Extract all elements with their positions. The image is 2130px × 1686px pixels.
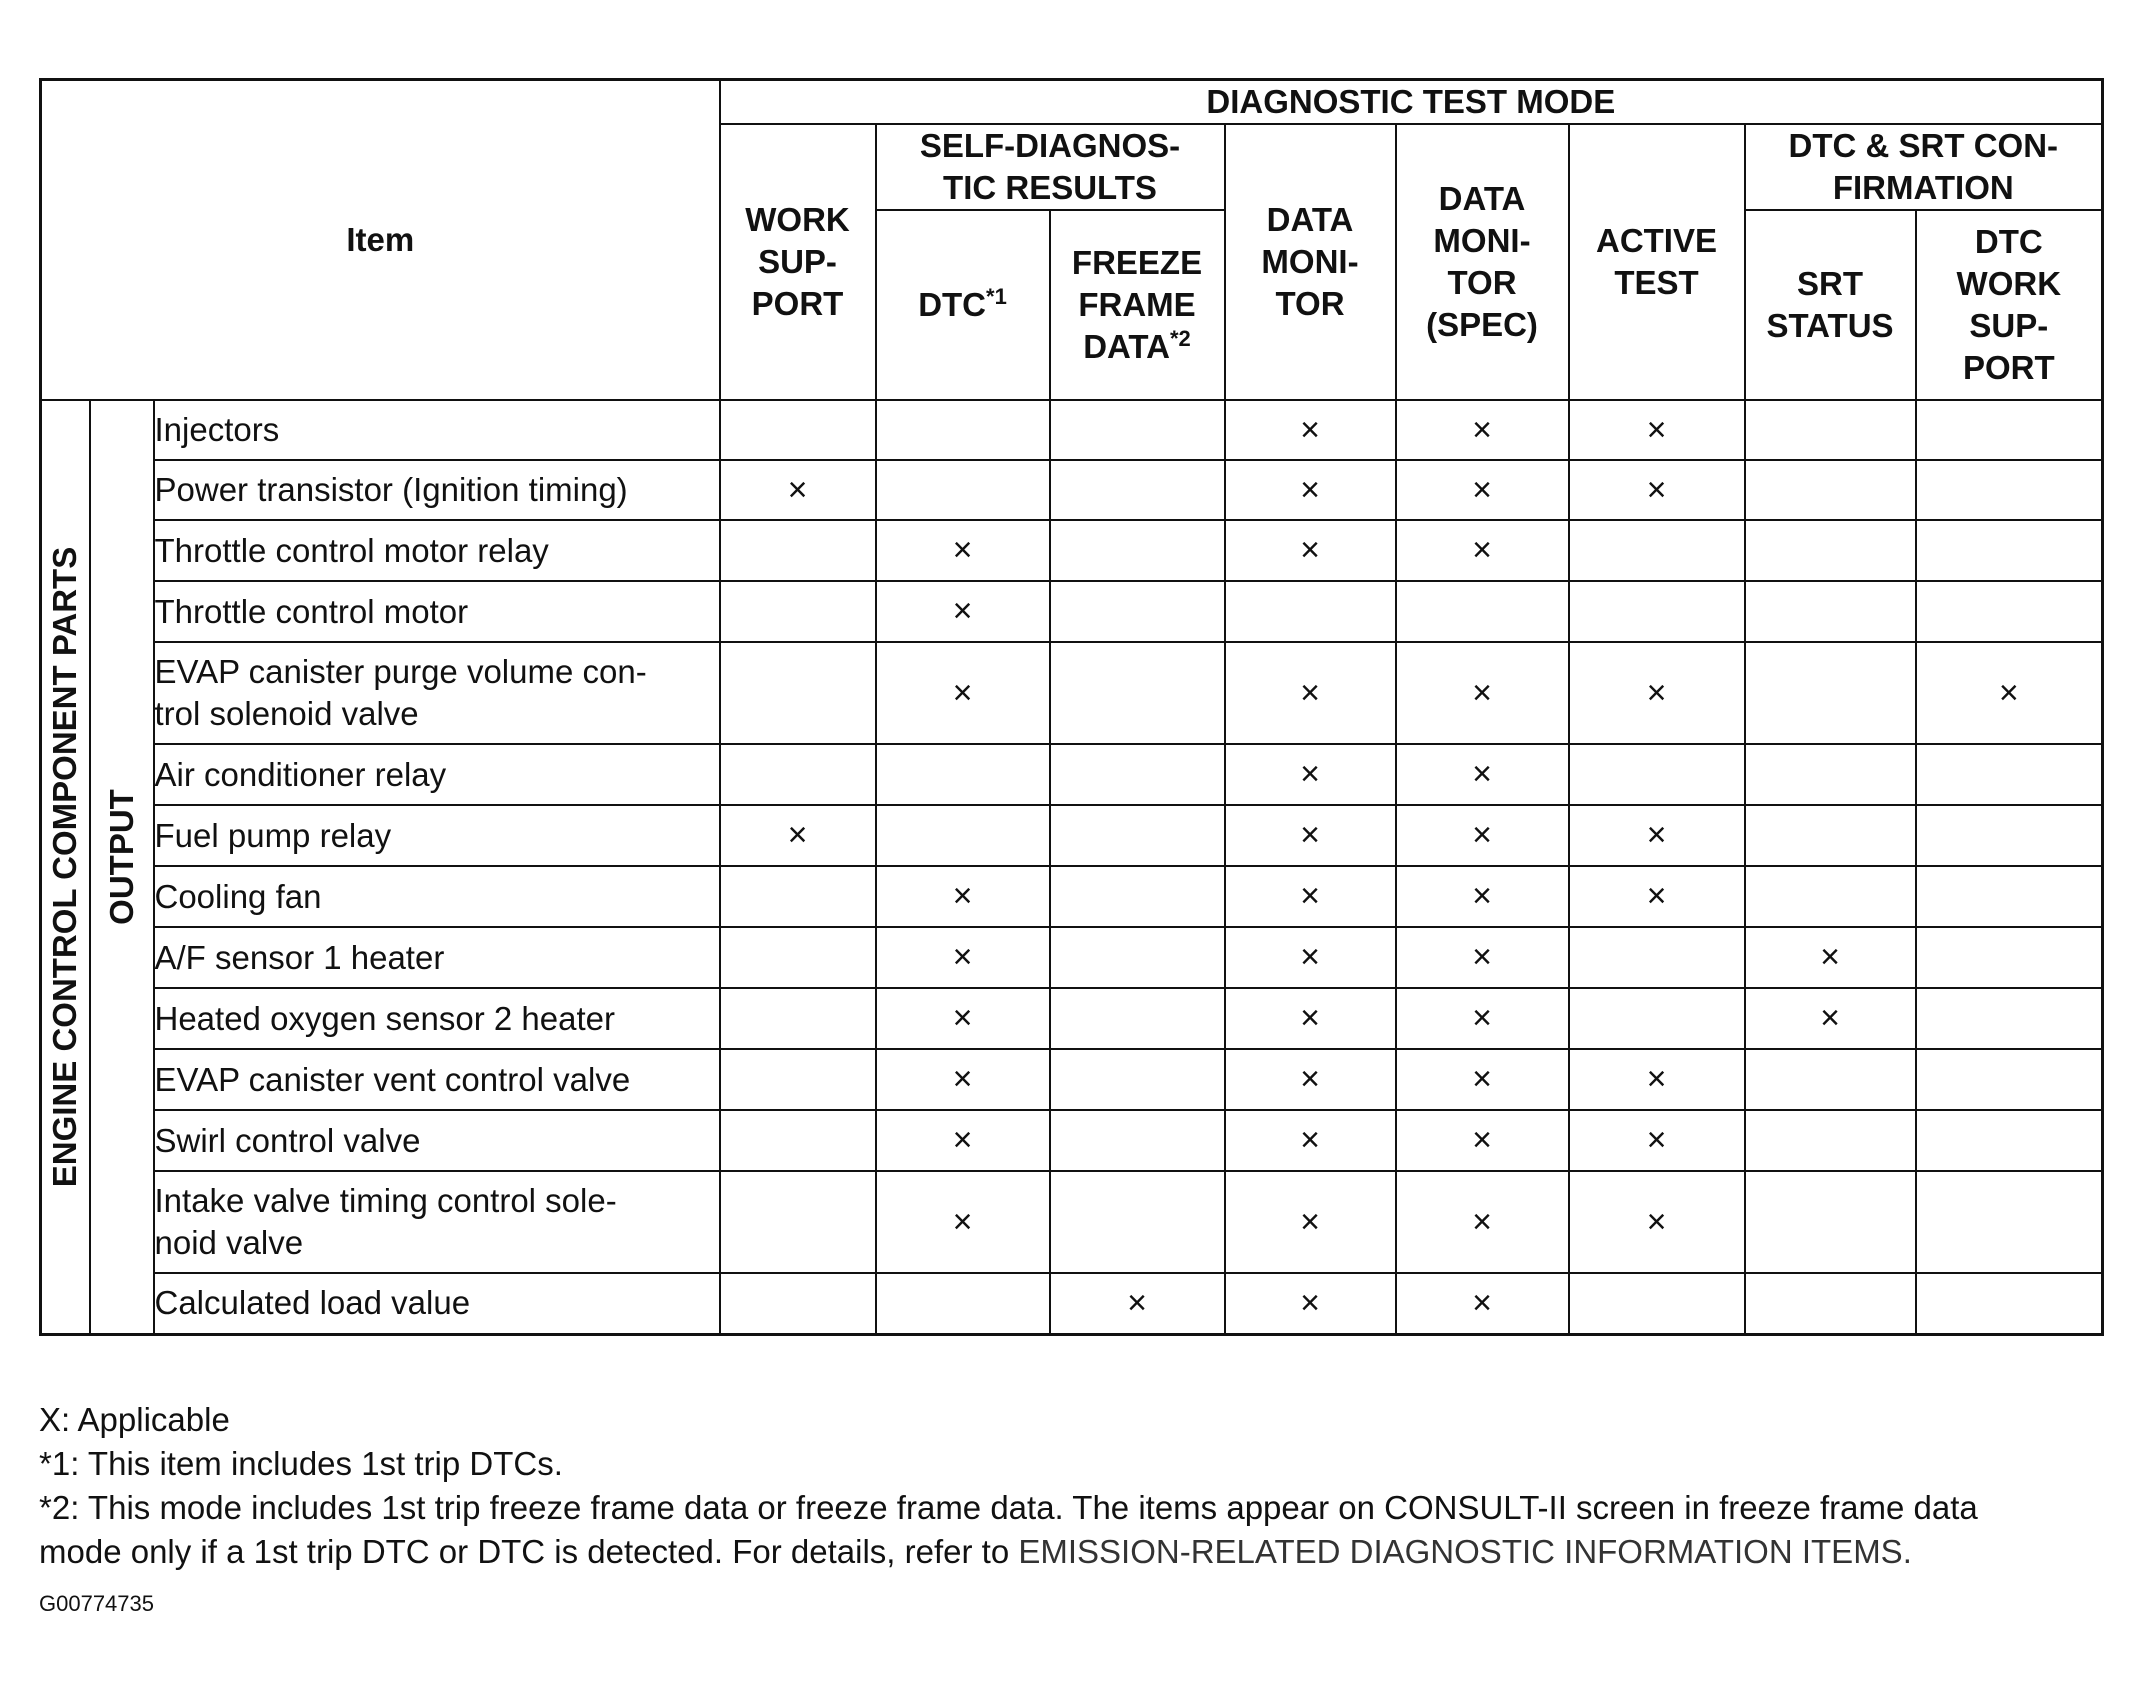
applicable-mark: × xyxy=(1396,927,1569,988)
applicable-mark: × xyxy=(1569,1171,1745,1273)
applicable-mark: × xyxy=(1225,988,1396,1049)
item-name: Cooling fan xyxy=(154,877,322,915)
item-name: Throttle control motor relay xyxy=(154,531,549,569)
item-name: Intake valve timing control sole- xyxy=(154,1182,617,1219)
header-freeze-frame-label xyxy=(1072,244,1202,365)
applicable-mark: × xyxy=(1569,1110,1745,1171)
header-dtc-srt-confirmation xyxy=(1745,124,2103,210)
table-row xyxy=(41,988,2103,1049)
applicable-mark: × xyxy=(1225,400,1396,460)
applicable-mark: × xyxy=(1225,642,1396,744)
empty-cell xyxy=(1916,1171,2103,1273)
applicable-mark: × xyxy=(1396,1049,1569,1110)
empty-cell xyxy=(1745,805,1916,866)
applicable-mark: × xyxy=(876,1171,1050,1273)
table-row xyxy=(41,1049,2103,1110)
applicable-mark: × xyxy=(1569,642,1745,744)
subgroup-label-cell xyxy=(90,400,154,1334)
empty-cell xyxy=(720,1171,876,1273)
empty-cell xyxy=(1050,988,1225,1049)
header-line: PORT xyxy=(751,285,844,322)
header-item: Item xyxy=(41,80,720,401)
empty-cell xyxy=(1916,460,2103,520)
header-srt-status xyxy=(1745,210,1916,400)
header-dtc-footnote: *1 xyxy=(986,284,1007,309)
applicable-mark: × xyxy=(1225,866,1396,927)
empty-cell xyxy=(1916,520,2103,581)
item-name-cell xyxy=(154,400,720,460)
empty-cell xyxy=(1050,1110,1225,1171)
applicable-mark: × xyxy=(1396,988,1569,1049)
item-name: Calculated load value xyxy=(154,1284,471,1322)
item-name: EVAP canister vent control valve xyxy=(154,1060,631,1098)
header-line: TOR xyxy=(1275,285,1345,322)
item-name-cell xyxy=(154,1273,720,1334)
applicable-mark: × xyxy=(1916,642,2103,744)
empty-cell xyxy=(1745,520,1916,581)
empty-cell xyxy=(1916,1273,2103,1334)
applicable-mark: × xyxy=(1745,988,1916,1049)
item-name-cell xyxy=(154,744,720,805)
header-line: FIRMATION xyxy=(1832,169,2014,206)
empty-cell xyxy=(876,805,1050,866)
table-row xyxy=(41,1273,2103,1334)
empty-cell xyxy=(1916,805,2103,866)
header-dtc xyxy=(876,210,1050,400)
empty-cell xyxy=(1916,400,2103,460)
table-row xyxy=(41,400,2103,460)
note-2-line-1: *2: This mode includes 1st trip freeze frame data or freeze frame data. The items appear on CONSULT-II screen in freeze frame data xyxy=(39,1489,1978,1526)
table-row xyxy=(41,866,2103,927)
empty-cell xyxy=(1916,744,2103,805)
item-name-cell xyxy=(154,520,720,581)
empty-cell xyxy=(720,520,876,581)
table-row xyxy=(41,581,2103,642)
table-row xyxy=(41,805,2103,866)
empty-cell xyxy=(1745,1110,1916,1171)
applicable-mark: × xyxy=(1396,400,1569,460)
header-line: DATA xyxy=(1083,328,1170,365)
header-self-diagnostic-results xyxy=(876,124,1225,210)
note-2-line-2 xyxy=(39,1530,2109,1574)
empty-cell xyxy=(1050,866,1225,927)
header-line: MONI- xyxy=(1433,222,1531,259)
empty-cell xyxy=(1569,581,1745,642)
applicable-mark: × xyxy=(876,581,1050,642)
note-2-text: mode only if a 1st trip DTC or DTC is detected. For details, refer to xyxy=(39,1533,1019,1570)
header-line: MONI- xyxy=(1261,243,1359,280)
header-data-monitor xyxy=(1225,124,1396,400)
header-dtc-label: DTC xyxy=(918,286,987,323)
applicable-mark: × xyxy=(1396,1110,1569,1171)
item-name-cell xyxy=(154,1049,720,1110)
applicable-mark: × xyxy=(1745,927,1916,988)
applicable-mark: × xyxy=(1569,805,1745,866)
empty-cell xyxy=(720,581,876,642)
item-name-cell xyxy=(154,460,720,520)
header-line: DTC xyxy=(1974,223,2043,260)
empty-cell xyxy=(1745,1049,1916,1110)
item-name-cell xyxy=(154,927,720,988)
empty-cell xyxy=(720,642,876,744)
header-work-support xyxy=(720,124,876,400)
empty-cell xyxy=(720,400,876,460)
applicable-mark: × xyxy=(1396,1171,1569,1273)
empty-cell xyxy=(1396,581,1569,642)
empty-cell xyxy=(720,1049,876,1110)
empty-cell xyxy=(720,1110,876,1171)
empty-cell xyxy=(1916,1049,2103,1110)
empty-cell xyxy=(1916,866,2103,927)
applicable-mark: × xyxy=(1396,520,1569,581)
header-freeze-frame-footnote: *2 xyxy=(1169,326,1191,351)
item-name: Heated oxygen sensor 2 heater xyxy=(154,999,615,1037)
header-line: TEST xyxy=(1614,264,1699,301)
item-name: noid valve xyxy=(154,1224,304,1261)
applicable-mark: × xyxy=(1225,805,1396,866)
item-name-cell xyxy=(154,581,720,642)
empty-cell xyxy=(1745,744,1916,805)
item-name: Throttle control motor xyxy=(154,592,469,630)
item-name-cell xyxy=(154,1171,720,1273)
applicable-mark: × xyxy=(1225,744,1396,805)
table-row xyxy=(41,744,2103,805)
header-line: SELF-DIAGNOS- xyxy=(919,127,1181,164)
applicable-mark: × xyxy=(1225,927,1396,988)
table-row xyxy=(41,460,2103,520)
empty-cell xyxy=(1745,866,1916,927)
empty-cell xyxy=(876,744,1050,805)
table-row xyxy=(41,1110,2103,1171)
table-row xyxy=(41,642,2103,744)
item-name: Power transistor (Ignition timing) xyxy=(154,471,628,508)
applicable-mark: × xyxy=(1569,866,1745,927)
figure-id: G00774735 xyxy=(39,1591,154,1616)
empty-cell xyxy=(1916,988,2103,1049)
applicable-mark: × xyxy=(876,1049,1050,1110)
applicable-mark: × xyxy=(1396,744,1569,805)
header-line: WORK xyxy=(745,201,850,238)
applicable-mark: × xyxy=(1225,1171,1396,1273)
applicable-mark: × xyxy=(1050,1273,1225,1334)
header-data-monitor-spec xyxy=(1396,124,1569,400)
applicable-mark: × xyxy=(876,1110,1050,1171)
note-1: *1: This item includes 1st trip DTCs. xyxy=(39,1445,563,1482)
note-applicable: X: Applicable xyxy=(39,1401,230,1438)
applicable-mark: × xyxy=(1225,1110,1396,1171)
item-name: trol solenoid valve xyxy=(154,695,419,732)
applicable-mark: × xyxy=(720,460,876,520)
empty-cell xyxy=(1745,1273,1916,1334)
empty-cell xyxy=(1050,642,1225,744)
header-line: ACTIVE xyxy=(1595,222,1717,259)
applicable-mark: × xyxy=(1225,460,1396,520)
header-line: DTC & SRT CON- xyxy=(1788,127,2059,164)
applicable-mark: × xyxy=(876,988,1050,1049)
applicable-mark: × xyxy=(1396,460,1569,520)
applicable-mark: × xyxy=(1569,460,1745,520)
empty-cell xyxy=(720,866,876,927)
subgroup-label: OUTPUT xyxy=(102,789,140,926)
empty-cell xyxy=(1050,744,1225,805)
empty-cell xyxy=(1050,927,1225,988)
table-row xyxy=(41,927,2103,988)
footnotes xyxy=(39,1398,2109,1574)
empty-cell xyxy=(1916,927,2103,988)
applicable-mark: × xyxy=(1225,1049,1396,1110)
applicable-mark: × xyxy=(720,805,876,866)
header-line: TOR xyxy=(1447,264,1517,301)
table-row xyxy=(41,1171,2103,1273)
header-line: SUP- xyxy=(758,243,837,280)
empty-cell xyxy=(1050,805,1225,866)
empty-cell xyxy=(1569,520,1745,581)
empty-cell xyxy=(1050,460,1225,520)
empty-cell xyxy=(876,1273,1050,1334)
header-line: TIC RESULTS xyxy=(943,169,1157,206)
header-line: (SPEC) xyxy=(1426,306,1538,343)
note-2-reference-link[interactable]: EMISSION-RELATED DIAGNOSTIC INFORMATION ITEMS. xyxy=(1018,1533,1912,1570)
empty-cell xyxy=(1050,1171,1225,1273)
empty-cell xyxy=(1050,520,1225,581)
empty-cell xyxy=(876,400,1050,460)
applicable-mark: × xyxy=(876,927,1050,988)
empty-cell xyxy=(1916,581,2103,642)
header-line: DATA xyxy=(1438,180,1526,217)
applicable-mark: × xyxy=(876,866,1050,927)
group-label: ENGINE CONTROL COMPONENT PARTS xyxy=(46,546,84,1187)
item-name: A/F sensor 1 heater xyxy=(154,938,445,976)
item-name: Fuel pump relay xyxy=(154,816,392,854)
empty-cell xyxy=(1745,581,1916,642)
applicable-mark: × xyxy=(1569,1049,1745,1110)
empty-cell xyxy=(720,988,876,1049)
empty-cell xyxy=(1225,581,1396,642)
empty-cell xyxy=(1916,1110,2103,1171)
applicable-mark: × xyxy=(1225,1273,1396,1334)
applicable-mark: × xyxy=(1225,520,1396,581)
empty-cell xyxy=(720,927,876,988)
empty-cell xyxy=(1050,400,1225,460)
empty-cell xyxy=(1745,460,1916,520)
item-name: Injectors xyxy=(154,411,280,448)
header-dtc-work-support xyxy=(1916,210,2103,400)
table-body xyxy=(41,400,2103,1334)
item-name: Air conditioner relay xyxy=(154,755,447,793)
applicable-mark: × xyxy=(876,520,1050,581)
empty-cell xyxy=(720,1273,876,1334)
table-row xyxy=(41,520,2103,581)
item-name: Swirl control valve xyxy=(154,1121,421,1159)
empty-cell xyxy=(1050,1049,1225,1110)
header-line: STATUS xyxy=(1766,307,1894,344)
empty-cell xyxy=(1569,744,1745,805)
applicable-mark: × xyxy=(1396,1273,1569,1334)
applicable-mark: × xyxy=(1396,805,1569,866)
empty-cell xyxy=(1745,642,1916,744)
header-line: FRAME xyxy=(1078,286,1196,323)
applicable-mark: × xyxy=(1569,400,1745,460)
empty-cell xyxy=(1569,927,1745,988)
item-name-cell xyxy=(154,805,720,866)
empty-cell xyxy=(1569,988,1745,1049)
empty-cell xyxy=(1050,581,1225,642)
header-line: FREEZE xyxy=(1071,244,1203,281)
header-freeze-frame-data xyxy=(1050,210,1225,400)
item-name: EVAP canister purge volume con- xyxy=(154,653,647,690)
header-line: SRT xyxy=(1797,265,1863,302)
header-line: DATA xyxy=(1266,201,1354,238)
item-name-cell xyxy=(154,866,720,927)
empty-cell xyxy=(1745,1171,1916,1273)
empty-cell xyxy=(1569,1273,1745,1334)
empty-cell xyxy=(876,460,1050,520)
group-label-cell xyxy=(41,400,90,1334)
empty-cell xyxy=(1745,400,1916,460)
diagnostic-test-mode-table xyxy=(39,78,2104,1336)
item-name-cell xyxy=(154,1110,720,1171)
header-line: PORT xyxy=(1962,349,2055,386)
applicable-mark: × xyxy=(1396,642,1569,744)
item-name-cell xyxy=(154,642,720,744)
applicable-mark: × xyxy=(1396,866,1569,927)
header-line: SUP- xyxy=(1969,307,2049,344)
empty-cell xyxy=(720,744,876,805)
header-active-test xyxy=(1569,124,1745,400)
item-name-cell xyxy=(154,988,720,1049)
header-line: WORK xyxy=(1956,265,2062,302)
applicable-mark: × xyxy=(876,642,1050,744)
header-diagnostic-test-mode: DIAGNOSTIC TEST MODE xyxy=(720,80,2103,125)
